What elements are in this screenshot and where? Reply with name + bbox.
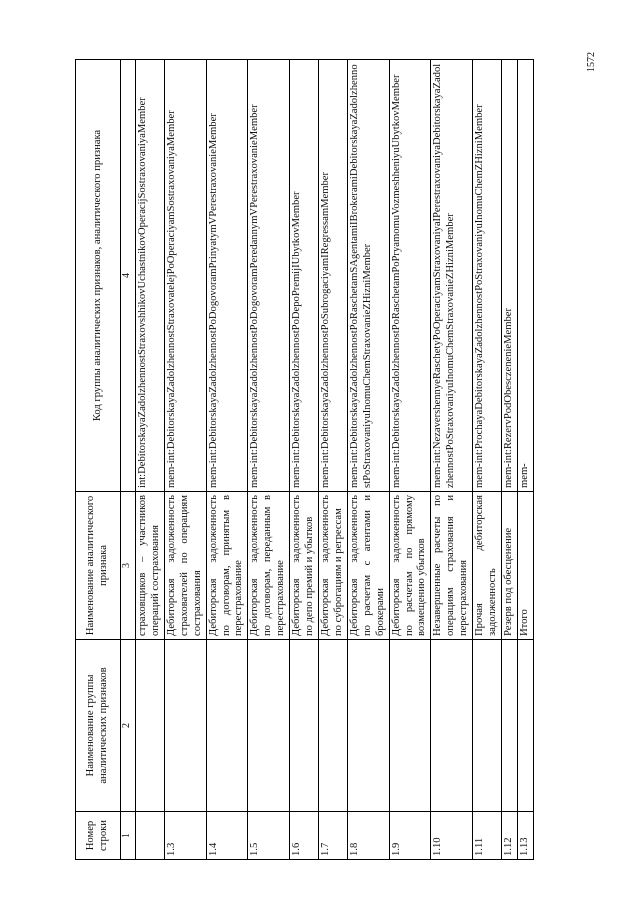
feature-name: Резерв под обесценение xyxy=(501,492,517,640)
group-name xyxy=(517,640,533,812)
group-name xyxy=(501,640,517,812)
column-number: 4 xyxy=(121,60,136,492)
row-number: 1.10 xyxy=(431,812,473,860)
group-name xyxy=(290,640,319,812)
column-number: 3 xyxy=(121,492,136,640)
row-number: 1.5 xyxy=(248,812,290,860)
header-group-name: Наименование группы аналитических признаков xyxy=(76,640,121,812)
table-row xyxy=(318,60,347,860)
header-row xyxy=(76,60,121,860)
row-number: 1.7 xyxy=(318,812,347,860)
table-row xyxy=(164,60,206,860)
column-number-row xyxy=(121,60,136,860)
group-name xyxy=(389,640,431,812)
feature-code: mem- xyxy=(517,60,533,492)
group-name xyxy=(473,640,502,812)
feature-name: Дебиторская задолженность по расчетам по прямому возмещению убытков xyxy=(389,492,431,640)
column-number: 2 xyxy=(121,640,136,812)
row-number: 1.6 xyxy=(290,812,319,860)
row-number: 1.11 xyxy=(473,812,502,860)
row-number: 1.3 xyxy=(164,812,206,860)
feature-name: Дебиторская задолженность по договорам, переданным в перестрахование xyxy=(248,492,290,640)
header-code: Код группы аналитических признаков, аналитического признака xyxy=(76,60,121,492)
table-row xyxy=(431,60,473,860)
feature-name: Дебиторская задолженность страхователей по операциям сострахования xyxy=(164,492,206,640)
feature-code: int:DebitorskayaZadolzhennostStraxovshhikovUchastnikovOperacijSostraxovaniyaMember xyxy=(136,60,165,492)
table-row xyxy=(136,60,165,860)
feature-name: Незавершенные расчеты по операциям страхования и перестрахования xyxy=(431,492,473,640)
table-row xyxy=(517,60,533,860)
row-number xyxy=(136,812,165,860)
rotated-table-container xyxy=(75,60,585,860)
table-row xyxy=(389,60,431,860)
row-number: 1.8 xyxy=(347,812,389,860)
feature-name: Дебиторская задолженность по договорам, принятым в перестрахование xyxy=(206,492,248,640)
feature-code: mem-int:DebitorskayaZadolzhennostPoDogovoramPeredannymVPerestraxovanieMember xyxy=(248,60,290,492)
group-name xyxy=(206,640,248,812)
header-row-number: Номер строки xyxy=(76,812,121,860)
feature-name: Дебиторская задолженность по суброгациям и регрессам xyxy=(318,492,347,640)
table-row xyxy=(290,60,319,860)
feature-name: Итого xyxy=(517,492,533,640)
table-row xyxy=(501,60,517,860)
row-number: 1.9 xyxy=(389,812,431,860)
feature-code: mem-int:NezavershennyeRaschetyPoOperaciyamStraxovaniyaIPerestraxovaniyaDebitorskayaZadolzhennostPoStraxovaniyuInomuChemStraxovanieZHizniMember xyxy=(431,60,473,492)
feature-name: Дебиторская задолженность по расчетам с агентами и брокерами xyxy=(347,492,389,640)
group-name xyxy=(248,640,290,812)
feature-code: mem-int:DebitorskayaZadolzhennostPoRaschetamPoPryamomuVozmeshheniyuUbytkovMember xyxy=(389,60,431,492)
group-name xyxy=(431,640,473,812)
group-name xyxy=(347,640,389,812)
group-name xyxy=(136,640,165,812)
group-name xyxy=(318,640,347,812)
feature-code: mem-int:ProchayaDebitorskayaZadolzhennostPoStraxovaniyuInomuChemZHizniMember xyxy=(473,60,502,492)
feature-code: mem-int:DebitorskayaZadolzhennostPoRaschetamSAgentamiIBrokeramiDebitorskayaZadolzhennostPoStraxovaniyuInomuChemStraxovanieZHizniMember xyxy=(347,60,389,492)
feature-name: Дебиторская задолженность по депо премий и убытков xyxy=(290,492,319,640)
table-row xyxy=(248,60,290,860)
table-row xyxy=(473,60,502,860)
row-number: 1.12 xyxy=(501,812,517,860)
table-row xyxy=(347,60,389,860)
row-number: 1.13 xyxy=(517,812,533,860)
table-row xyxy=(206,60,248,860)
feature-name: Прочая дебиторская задолженность xyxy=(473,492,502,640)
feature-code: mem-int:DebitorskayaZadolzhennostStraxovatelejPoOperaciyamSostraxovaniyaMember xyxy=(164,60,206,492)
feature-code: mem-int:DebitorskayaZadolzhennostPoDepoPremijIUbytkovMember xyxy=(290,60,319,492)
header-feature-name: Наименование аналитического признака xyxy=(76,492,121,640)
analytics-table xyxy=(75,59,534,860)
feature-code: mem-int:RezervPodObesczenenieMember xyxy=(501,60,517,492)
row-number: 1.4 xyxy=(206,812,248,860)
feature-code: mem-int:DebitorskayaZadolzhennostPoDogovoramPrinyatymVPerestraxovanieMember xyxy=(206,60,248,492)
feature-code: mem-int:DebitorskayaZadolzhennostPoSubrogaciyamIRegressamMember xyxy=(318,60,347,492)
page-number: 1572 xyxy=(586,52,597,72)
column-number: 1 xyxy=(121,812,136,860)
group-name xyxy=(164,640,206,812)
feature-name: страховщиков – участников операций сострахования xyxy=(136,492,165,640)
